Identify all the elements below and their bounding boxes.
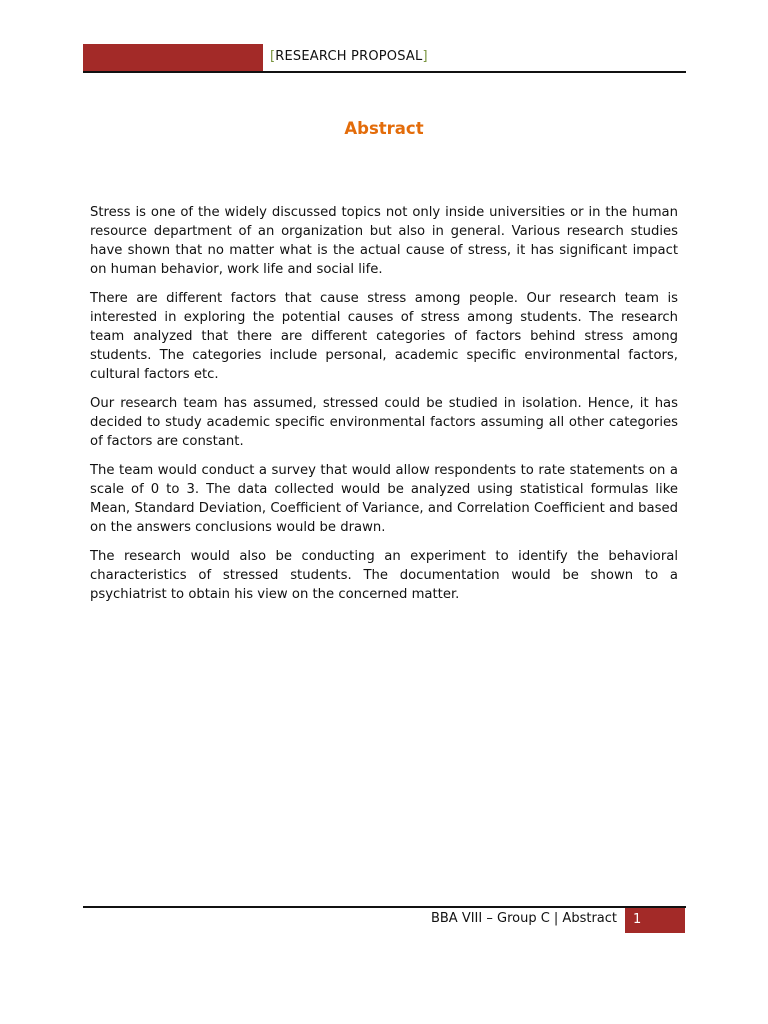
- header-title: [270, 49, 428, 64]
- abstract-paragraph: The research would also be conducting an experiment to identify the behavioral characteristics of stressed students. The documentation would be shown to a psychiatrist to obtain his view on the concerned matter.: [90, 549, 678, 602]
- footer-text: BBA VIII – Group C | Abstract: [430, 911, 617, 926]
- header-open-bracket: [: [270, 49, 276, 64]
- footer-rule: [83, 906, 686, 908]
- page-number-box: [625, 908, 685, 933]
- abstract-paragraph: The team would conduct a survey that would allow respondents to rate statements on a scale of 0 to 3. The data collected would be analyzed using statistical formulas like Mean, Standard Deviation, Coefficient of Variance, and Correlation Coefficient and based on the answers conclusions would be drawn.: [90, 463, 678, 535]
- header-rule: [83, 71, 686, 73]
- page-title: Abstract: [344, 119, 424, 138]
- header-title-text: RESEARCH PROPOSAL: [275, 49, 423, 64]
- header-accent-bar: [83, 44, 263, 72]
- abstract-paragraph: Our research team has assumed, stressed could be studied in isolation. Hence, it has decided to study academic specific environmental factors assuming all other categories of factors are constant.: [90, 396, 678, 449]
- header-close-bracket: ]: [422, 49, 428, 64]
- abstract-body: [90, 203, 678, 614]
- abstract-paragraph: There are different factors that cause stress among people. Our research team is interested in exploring the potential causes of stress among students. The research team analyzed that there are different categories of factors behind stress among students. The categories include personal, academic specific environmental factors, cultural factors etc.: [90, 291, 678, 382]
- page-number: 1: [633, 912, 642, 927]
- abstract-paragraph: Stress is one of the widely discussed topics not only inside universities or in the human resource department of an organization but also in general. Various research studies have shown that no matter what is the actual cause of stress, it has significant impact on human behavior, work life and social life.: [90, 205, 678, 277]
